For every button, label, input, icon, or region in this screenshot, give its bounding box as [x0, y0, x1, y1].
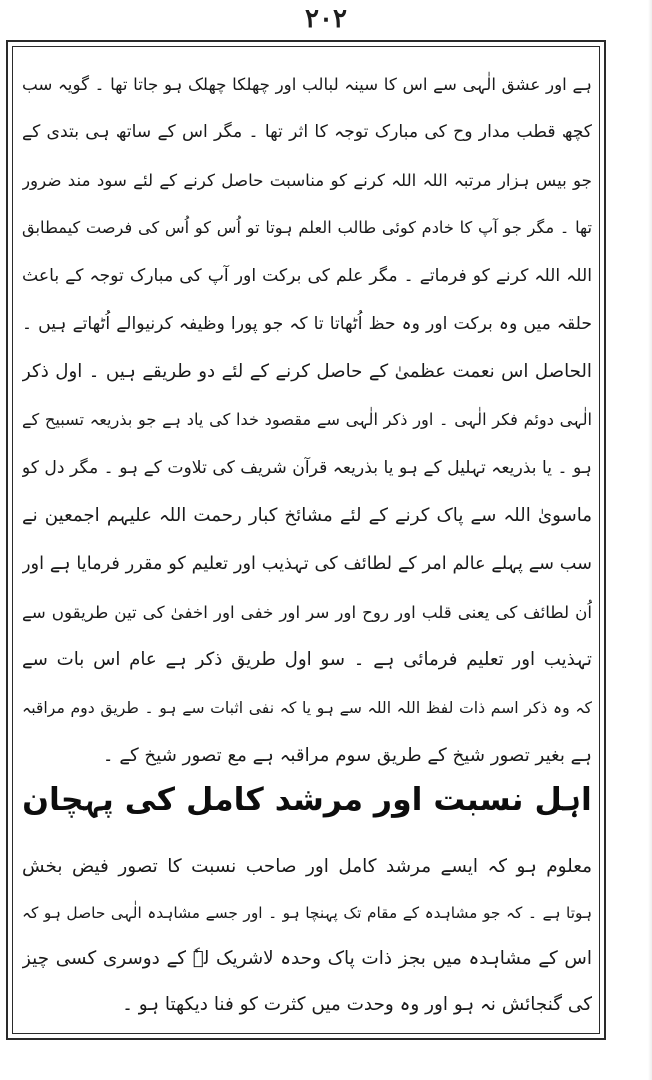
- text-line: جو بیس ہزار مرتبہ اللہ اللہ کرنے کو مناسبت حاصل کرنے کے لئے سود مند ضرور: [22, 170, 592, 190]
- section-heading: اہل نسبت اور مرشد کامل کی پہچان: [22, 782, 592, 818]
- text-line: ہے بغیر تصور شیخ کے طریق سوم مراقبہ ہے مع تصور شیخ کے ۔: [102, 745, 592, 766]
- text-line: ہوتا ہے ۔ کہ جو مشاہدہ کے مقام تک پہنچا ہو ۔ اور جسے مشاہدہ الٰہی حاصل ہو کہ: [22, 904, 592, 922]
- text-line: تھا ۔ مگر جو آپ کا خادم کوئی طالب العلم ہوتا تو اُس کو اُس کی فرصت کیمطابق: [22, 218, 592, 237]
- text-line: ہو ۔ یا بذریعہ تہلیل کے ہو یا بذریعہ قرآن شریف کی تلاوت کے ہو ۔ مگر دل کو: [22, 458, 592, 478]
- body-text: [22, 60, 592, 780]
- text-line: معلوم ہو کہ ایسے مرشد کامل اور صاحب نسبت کا تصور فیض بخش: [22, 856, 592, 877]
- text-line: حلقہ میں وہ برکت اور وہ حظ اُٹھاتا تا کہ جو پورا وظیفہ کرنیوالے اُٹھاتے ہیں ۔: [22, 314, 592, 334]
- page-number: ۲۰۲: [305, 4, 347, 34]
- section-text: [22, 844, 592, 1028]
- text-line: تہذیب اور تعلیم فرمائی ہے ۔ سو اول طریق ذکر ہے عام اس بات سے: [22, 649, 592, 670]
- text-line: اُن لطائف کی یعنی قلب اور روح اور سر اور خفی اور اخفیٰ کی تین طریقوں سے: [22, 602, 592, 622]
- text-line: ہے اور عشق الٰہی سے اس کا سینہ لبالب اور چھلکا چھلک ہو جاتا تھا ۔ گویہ سب: [22, 74, 592, 94]
- text-line: الحاصل اس نعمت عظمیٰ کے حاصل کرنے کے لئے دو طریقے ہیں ۔ اول ذکر: [22, 361, 592, 382]
- text-line: اللہ اللہ کرنے کو فرماتے ۔ مگر علم کی برکت اور آپ کی مبارک توجہ کے باعث: [22, 266, 592, 286]
- text-line: ماسویٰ اللہ سے پاک کرنے کے لئے مشائخ کبار رحمت اللہ علیہم اجمعین نے: [22, 505, 592, 526]
- text-line: اس کے مشاہدہ میں بجز ذات پاک وحدہ لاشریک لہٗ کے دوسری کسی چیز: [22, 948, 592, 969]
- text-line: کی گنجائش نہ ہو اور وہ وحدت میں کثرت کو فنا دیکھتا ہو ۔: [122, 994, 592, 1015]
- text-line: کہ وہ ذکر اسم ذات لفظ اللہ اللہ سے ہو یا کہ نفی اثبات سے ہو ۔ طریق دوم مراقبہ: [22, 698, 592, 717]
- scan-edge: [648, 0, 652, 1080]
- text-line: الٰہی دوئم فکر الٰہی ۔ اور ذکر الٰہی سے مقصود خدا کی یاد ہے جو بذریعہ تسبیح کے: [22, 410, 592, 429]
- text-line: سب سے پہلے عالم امر کے لطائف کی تہذیب اور تعلیم کو مقرر فرمایا ہے اور: [22, 554, 592, 574]
- text-line: کچھ قطب مدار وح کی مبارک توجہ کا اثر تھا ۔ مگر اس کے ساتھ ہی بتدی کے: [22, 122, 592, 142]
